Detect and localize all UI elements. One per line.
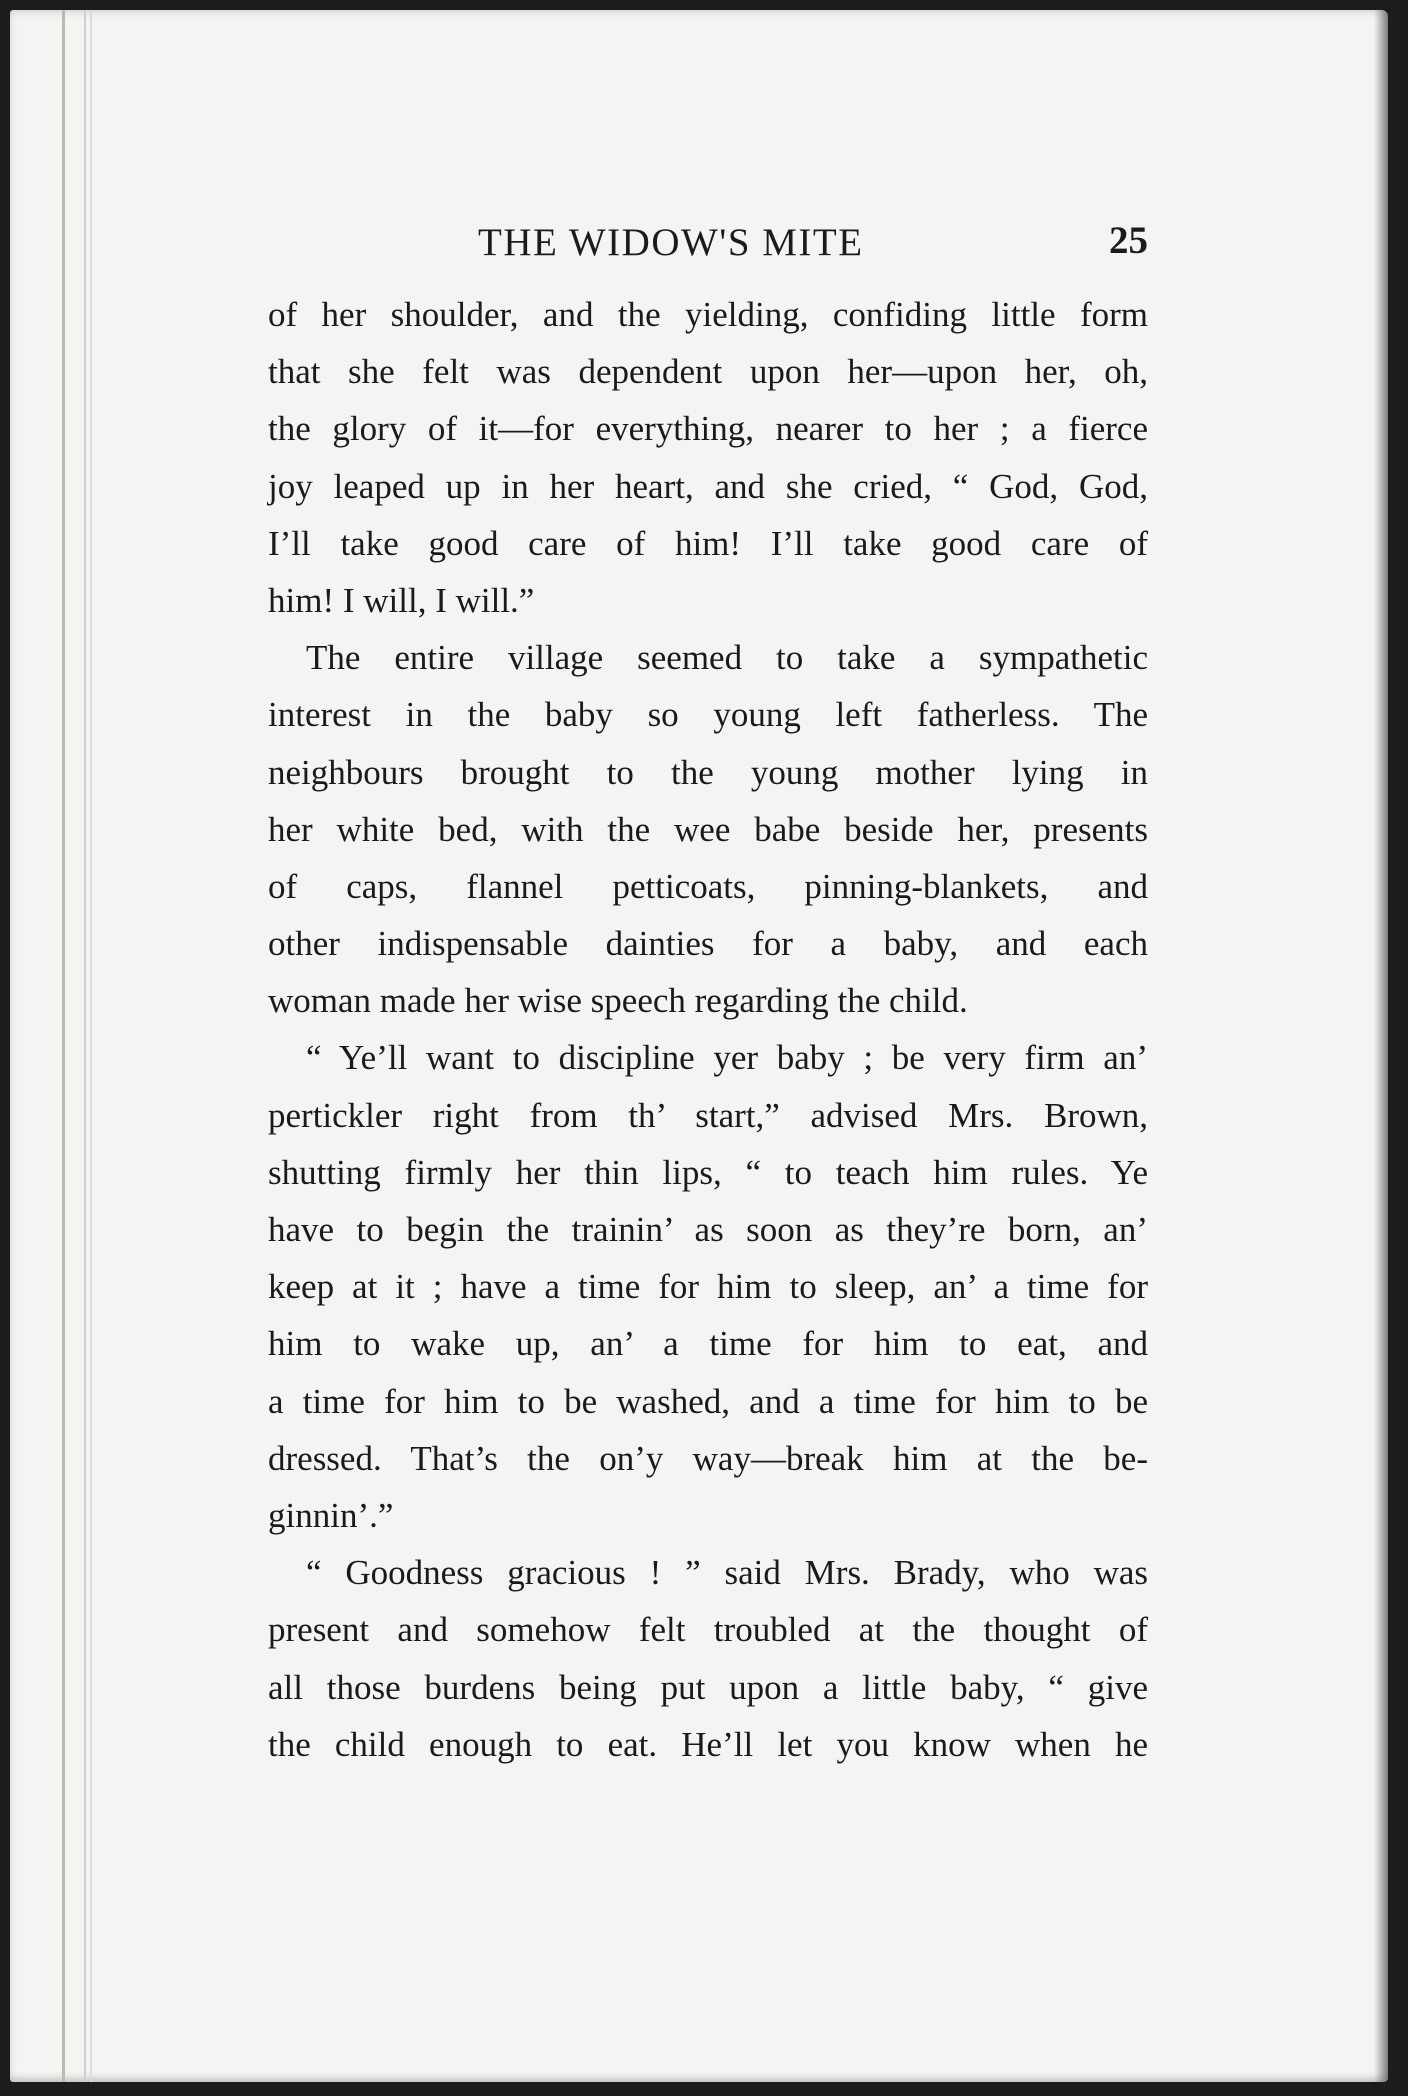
text-line: The entire village seemed to take a sympathetic <box>306 638 1148 678</box>
text-line: have to begin the trainin’ as soon as they’re born, an’ <box>268 1210 1148 1249</box>
text-line: present and somehow felt troubled at the thought of <box>268 1610 1148 1650</box>
body-text <box>268 286 1148 1773</box>
text-line: “ Goodness gracious ! ” said Mrs. Brady, who was <box>306 1553 1148 1593</box>
running-head-title: THE WIDOW'S MITE <box>478 221 864 264</box>
text-line: interest in the baby so young left fatherless. The <box>268 695 1148 735</box>
binding-gutter-line <box>62 10 65 2082</box>
text-line: I’ll take good care of him! I’ll take good care of <box>268 523 1148 563</box>
text-line: him! I will, I will.” <box>268 580 535 620</box>
text-line: of her shoulder, and the yielding, confiding little form <box>268 295 1148 334</box>
binding-gutter-line <box>84 10 86 2082</box>
book-page <box>10 10 1388 2082</box>
page-number: 25 <box>1109 219 1148 262</box>
text-line: dressed. That’s the on’y way—break him at the be- <box>268 1438 1148 1478</box>
text-line: ginnin’.” <box>268 1495 394 1535</box>
text-line: him to wake up, an’ a time for him to eat, and <box>268 1324 1148 1364</box>
text-line: all those burdens being put upon a little baby, “ give <box>268 1667 1148 1707</box>
binding-gutter-line <box>90 10 92 2082</box>
text-line: of caps, flannel petticoats, pinning-blankets, and <box>268 866 1148 906</box>
text-line: other indispensable dainties for a baby, and each <box>268 924 1148 964</box>
text-line: woman made her wise speech regarding the child. <box>268 981 968 1021</box>
running-head <box>268 216 1148 272</box>
text-line: the glory of it—for everything, nearer to her ; a fierce <box>268 409 1148 449</box>
text-line: that she felt was dependent upon her—upon her, oh, <box>268 352 1148 392</box>
text-line: her white bed, with the wee babe beside her, presents <box>268 809 1148 849</box>
text-line: shutting firmly her thin lips, “ to teach him rules. Ye <box>268 1152 1148 1192</box>
text-line: the child enough to eat. He’ll let you know when he <box>268 1724 1148 1764</box>
text-line: “ Ye’ll want to discipline yer baby ; be very firm an’ <box>306 1038 1148 1078</box>
text-line: a time for him to be washed, and a time for him to be <box>268 1381 1148 1421</box>
text-line: keep at it ; have a time for him to sleep, an’ a time for <box>268 1267 1148 1307</box>
page-edge-shadow <box>1374 10 1388 2082</box>
text-line: pertickler right from th’ start,” advised Mrs. Brown, <box>268 1095 1148 1135</box>
text-line: joy leaped up in her heart, and she cried, “ God, God, <box>268 466 1148 506</box>
text-line: neighbours brought to the young mother lying in <box>268 752 1148 792</box>
